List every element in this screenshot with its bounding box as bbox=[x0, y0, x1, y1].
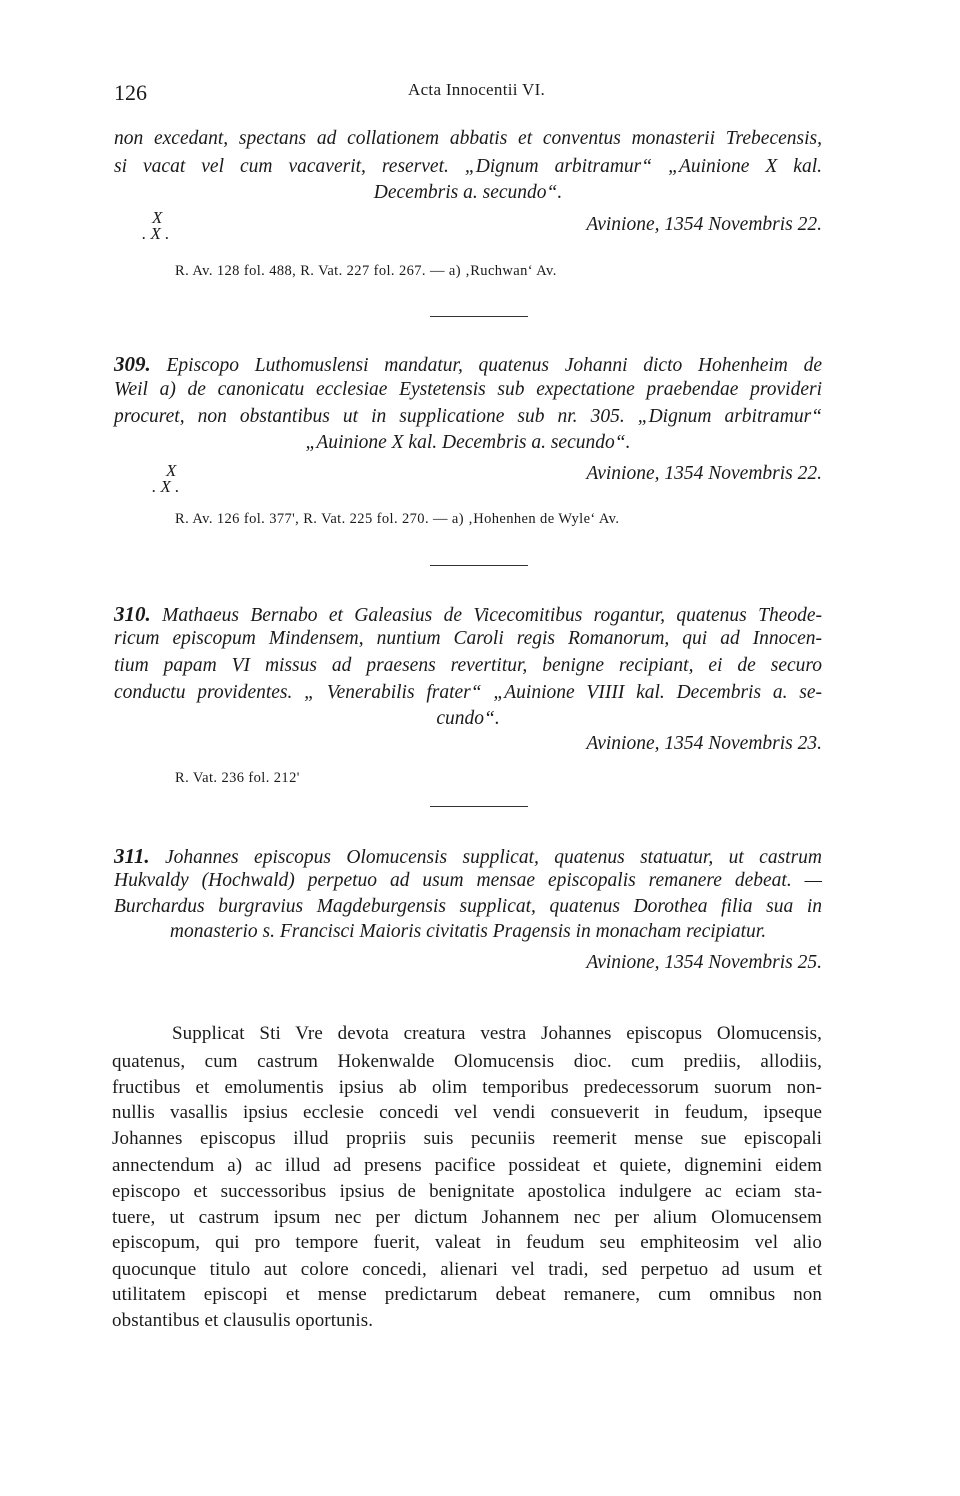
fragment-date: Avinione, 1354 Novembris 22. bbox=[586, 214, 822, 235]
entry-number: 309. bbox=[114, 352, 151, 376]
body-line-9: episcopum, qui pro tempore fuerit, valeat in feudum seu emphiteosim vel alio bbox=[112, 1232, 822, 1253]
entry-311-line-1 bbox=[114, 844, 822, 869]
separator-rule bbox=[430, 316, 528, 317]
x-mark-bottom: . X . bbox=[142, 224, 170, 243]
entry-310-line-5: cundo“. bbox=[436, 708, 500, 729]
running-title: Acta Innocentii VI. bbox=[408, 80, 546, 99]
body-line-1: Supplicat Sti Vre devota creatura vestra Johannes episcopus Olomucensis, bbox=[172, 1023, 822, 1044]
entry-309-date: Avinione, 1354 Novembris 22. bbox=[586, 463, 822, 484]
entry-309-line-3: procuret, non obstantibus ut in supplicatione sub nr. 305. „Dignum arbitramur“ bbox=[114, 406, 822, 427]
entry-309-line-4: „Auinione X kal. Decembris a. secundo“. bbox=[305, 432, 631, 453]
body-line-8: tuere, ut castrum ipsum nec per dictum Johannem nec per alium Olomucensem bbox=[112, 1207, 822, 1228]
entry-text: Johannes episcopus Olomucensis supplicat, quatenus statuatur, ut castrum bbox=[165, 847, 823, 868]
body-line-11: utilitatem episcopi et mense predictarum debeat remanere, cum omnibus non bbox=[112, 1284, 822, 1305]
page-number: 126 bbox=[114, 80, 147, 105]
x-mark-top: X bbox=[166, 461, 177, 480]
separator-rule bbox=[430, 565, 528, 566]
entry-309-line-1 bbox=[114, 352, 822, 377]
entry-text: Episcopo Luthomuslensi mandatur, quatenus Johanni dicto Hohenheim de bbox=[166, 355, 822, 376]
body-line-7: episcopo et successoribus ipsius de benignitate apostolica indulgere ac eciam sta- bbox=[112, 1181, 822, 1202]
entry-310-line-1 bbox=[114, 602, 822, 627]
fragment-source-note: R. Av. 128 fol. 488, R. Vat. 227 fol. 267. — a) ‚Ruchwan‘ Av. bbox=[175, 263, 557, 279]
body-line-4: nullis vasallis ipsius ecclesie concedi vel vendi consueverit in feudum, ipseque bbox=[112, 1102, 822, 1123]
body-line-2: quatenus, cum castrum Hokenwalde Olomucensis dioc. cum prediis, allodiis, bbox=[112, 1051, 822, 1072]
entry-text: Mathaeus Bernabo et Galeasius de Vicecomitibus rogantur, quatenus Theode- bbox=[162, 605, 822, 626]
entry-310-line-4: conductu providentes. „ Venerabilis frater“ „Auinione VIIII kal. Decembris a. se- bbox=[114, 682, 822, 703]
entry-number: 310. bbox=[114, 602, 151, 626]
entry-311-line-4: monasterio s. Francisci Maioris civitatis Pragensis in monacham recipiatur. bbox=[169, 921, 767, 942]
entry-309-line-2: Weil a) de canonicatu ecclesiae Eystetensis sub expectatione praebendae provideri bbox=[114, 379, 822, 400]
fragment-line-3: Decembris a. secundo“. bbox=[373, 182, 563, 203]
entry-310-date: Avinione, 1354 Novembris 23. bbox=[586, 733, 822, 754]
fragment-line-2: si vacat vel cum vacaverit, reservet. „Dignum arbitramur“ „Auinione X kal. bbox=[114, 156, 822, 177]
entry-310-line-2: ricum episcopum Mindensem, nuntium Caroli regis Romanorum, qui ad Innocen- bbox=[114, 628, 822, 649]
body-line-12: obstantibus et clausulis oportunis. bbox=[112, 1310, 374, 1331]
entry-number: 311. bbox=[114, 844, 150, 868]
entry-311-line-2: Hukvaldy (Hochwald) perpetuo ad usum mensae episcopalis remanere debeat. — bbox=[114, 870, 822, 891]
entry-311-date: Avinione, 1354 Novembris 25. bbox=[586, 952, 822, 973]
entry-311-line-3: Burchardus burgravius Magdeburgensis supplicat, quatenus Dorothea filia sua in bbox=[114, 896, 822, 917]
entry-310-source-note: R. Vat. 236 fol. 212' bbox=[175, 770, 300, 786]
separator-rule bbox=[430, 806, 528, 807]
x-mark-bottom: . X . bbox=[152, 477, 180, 496]
body-line-5: Johannes episcopus illud propriis suis pecuniis reemerit mense sue episcopali bbox=[112, 1128, 822, 1149]
entry-309-source-note: R. Av. 126 fol. 377', R. Vat. 225 fol. 270. — a) ‚Hohenhen de Wyle‘ Av. bbox=[175, 511, 620, 527]
body-line-10: quocunque titulo aut colore concedi, alienari vel tradi, sed perpetuo ad usum et bbox=[112, 1259, 822, 1280]
body-line-6: annectendum a) ac illud ad presens pacifice possideat et quiete, dignemini eidem bbox=[112, 1155, 822, 1176]
entry-310-line-3: tium papam VI missus ad praesens revertitur, benigne recipiant, ei de securo bbox=[114, 655, 822, 676]
body-line-3: fructibus et emolumentis ipsius ab olim temporibus predecessorum suorum non- bbox=[112, 1077, 822, 1098]
fragment-line-1: non excedant, spectans ad collationem abbatis et conventus monasterii Trebecensis, bbox=[114, 128, 822, 149]
x-mark-top: X bbox=[152, 208, 163, 227]
